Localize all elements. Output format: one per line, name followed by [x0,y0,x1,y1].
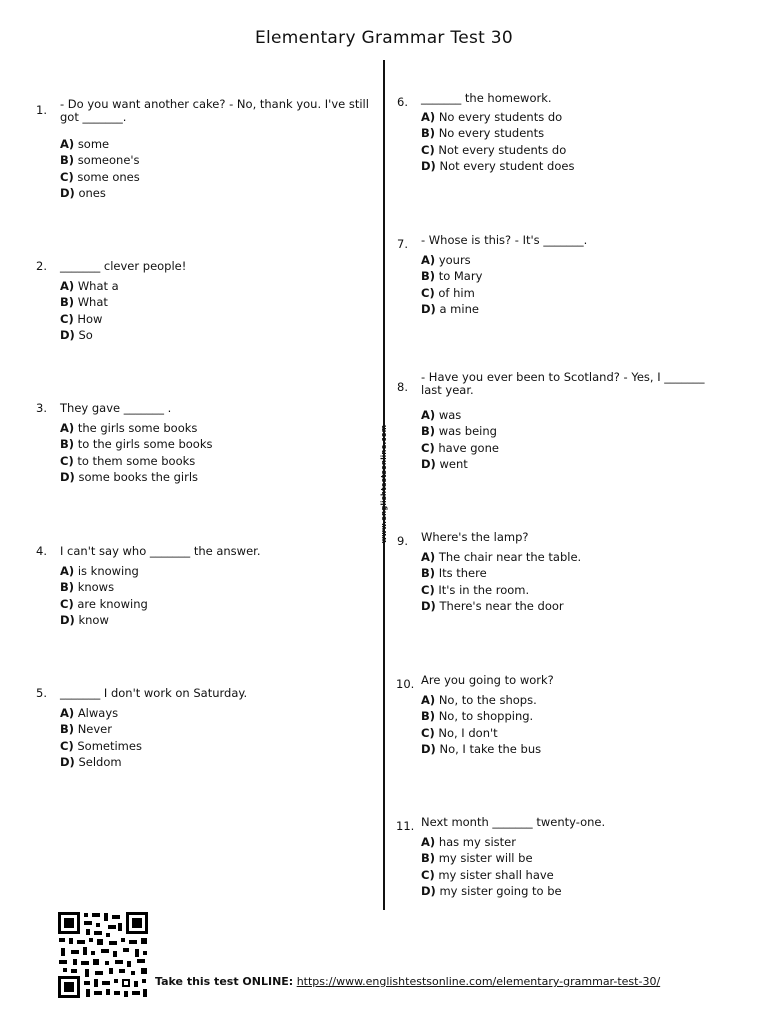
footer [155,975,660,988]
test-online-link[interactable]: https://www.englishtestsonline.com/elementary-grammar-test-30/ [296,975,661,988]
question-number: 8. [397,380,408,394]
option-c[interactable]: C) have gone [421,440,499,455]
options-list [60,136,140,201]
option-d[interactable]: D) know [60,612,109,627]
options-list [421,549,581,614]
option-b[interactable]: B) No, to shopping. [421,709,534,724]
question-number: 11. [396,819,415,833]
question-stem: - Whose is this? - It's _______. [421,233,588,247]
options-list [60,420,212,485]
option-c[interactable]: C) Not every students do [421,142,567,157]
option-d[interactable]: D) There's near the door [421,598,564,613]
option-d[interactable]: D) Not every student does [421,158,575,173]
question-stem: I can't say who _______ the answer. [60,544,261,558]
option-b[interactable]: B) was being [421,424,497,439]
option-c[interactable]: C) my sister shall have [421,867,554,882]
option-c[interactable]: C) It's in the room. [421,582,530,597]
question-stem: _______ clever people! [60,259,187,273]
option-a[interactable]: A) some [60,137,110,151]
question-stem: Next month _______ twenty-one. [421,815,606,829]
options-list [421,252,482,317]
question-stem: - Have you ever been to Scotland? - Yes, I _______ last year. [421,370,705,397]
option-a[interactable]: A) No, to the shops. [421,693,537,707]
question-stem: Where's the lamp? [421,530,529,544]
question-stem: _______ the homework. [421,91,552,105]
option-b[interactable]: B) someone's [60,153,140,168]
option-a[interactable]: A) No every students do [421,110,563,124]
options-list [60,278,119,343]
option-c[interactable]: C) How [60,311,103,326]
options-list [60,705,142,770]
option-c[interactable]: C) to them some books [60,453,196,468]
vertical-site-url: www.englishtestsonline.com [380,424,388,544]
qr-code-icon [57,911,149,999]
option-d[interactable]: D) So [60,327,93,342]
option-d[interactable]: D) ones [60,185,106,200]
option-c[interactable]: C) Sometimes [60,738,142,753]
question-number: 6. [397,95,408,109]
option-d[interactable]: D) went [421,456,468,471]
question-number: 4. [36,544,47,558]
question-stem: Are you going to work? [421,673,554,687]
option-a[interactable]: A) Always [60,706,119,720]
option-b[interactable]: B) No every students [421,126,545,141]
option-b[interactable]: B) Its there [421,566,487,581]
option-b[interactable]: B) knows [60,580,115,595]
option-c[interactable]: C) some ones [60,169,140,184]
options-list [421,407,499,472]
option-a[interactable]: A) the girls some books [60,421,198,435]
option-d[interactable]: D) my sister going to be [421,883,562,898]
question-stem: - Do you want another cake? - No, thank you. I've still got _______. [60,97,369,124]
footer-label: Take this test ONLINE: [155,975,294,988]
question-number: 5. [36,686,47,700]
option-c[interactable]: C) of him [421,285,475,300]
question-number: 7. [397,237,408,251]
option-a[interactable]: A) yours [421,253,471,267]
question-number: 10. [396,677,415,691]
option-d[interactable]: D) Seldom [60,754,122,769]
option-b[interactable]: B) my sister will be [421,851,533,866]
options-list [60,563,148,628]
option-b[interactable]: B) to the girls some books [60,437,213,452]
page-title: Elementary Grammar Test 30 [254,28,514,48]
options-list [421,109,574,174]
option-a[interactable]: A) What a [60,279,119,293]
option-d[interactable]: D) No, I take the bus [421,741,542,756]
question-number: 1. [36,103,47,117]
options-list [421,834,562,899]
option-b[interactable]: B) Never [60,722,112,737]
option-a[interactable]: A) has my sister [421,835,516,849]
question-number: 3. [36,401,47,415]
option-c[interactable]: C) No, I don't [421,725,498,740]
option-c[interactable]: C) are knowing [60,596,148,611]
option-d[interactable]: D) a mine [421,301,479,316]
option-a[interactable]: A) was [421,408,462,422]
option-d[interactable]: D) some books the girls [60,469,199,484]
question-number: 9. [397,534,408,548]
option-a[interactable]: A) The chair near the table. [421,550,582,564]
question-stem: They gave _______ . [60,401,172,415]
question-stem: _______ I don't work on Saturday. [60,686,248,700]
option-a[interactable]: A) is knowing [60,564,139,578]
option-b[interactable]: B) to Mary [421,269,483,284]
options-list [421,692,541,757]
question-number: 2. [36,259,47,273]
option-b[interactable]: B) What [60,295,108,310]
